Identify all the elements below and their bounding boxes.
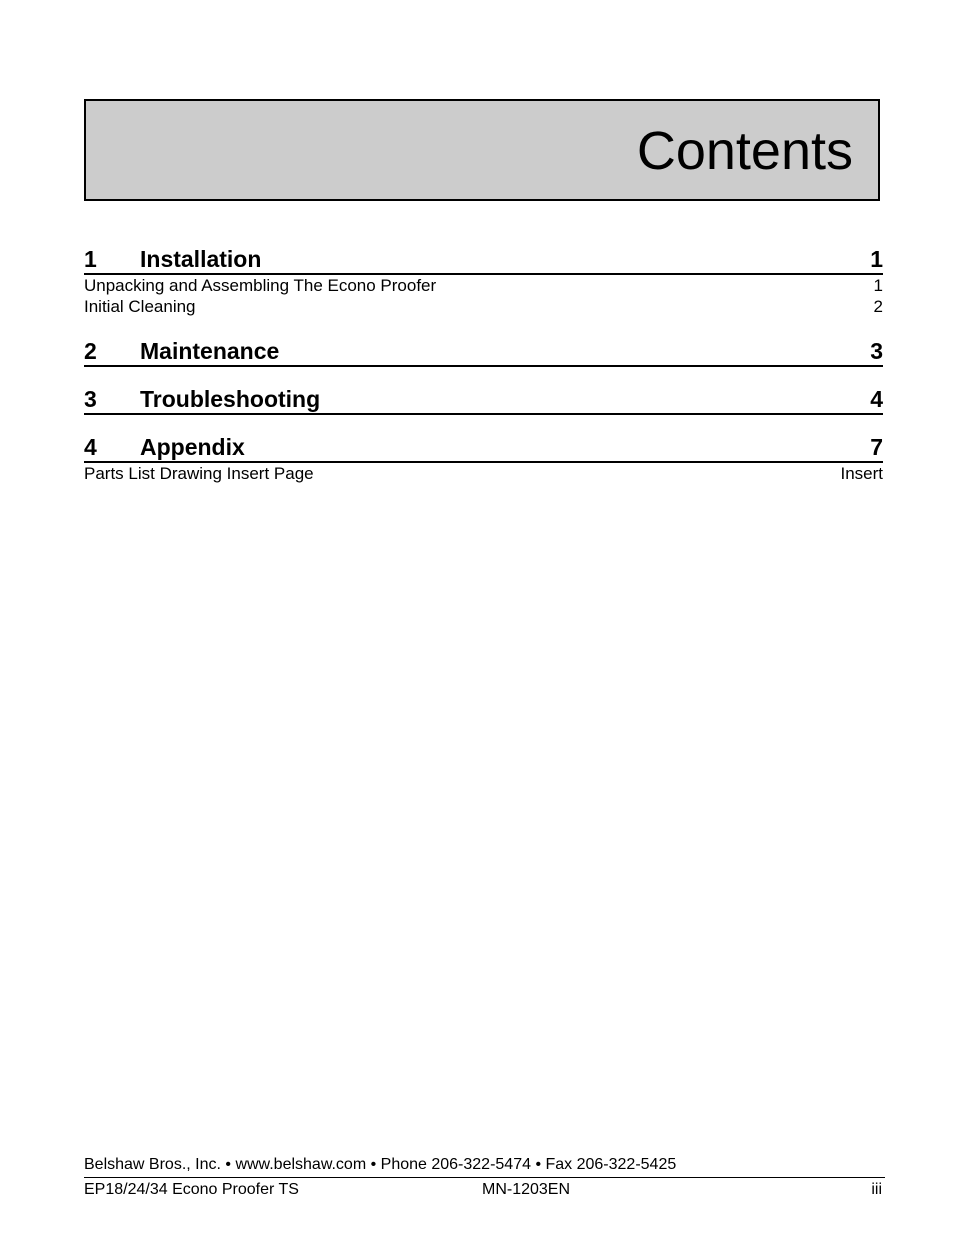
footer-doc-number: MN-1203EN: [482, 1181, 571, 1198]
footer-contact-line: Belshaw Bros., Inc. • www.belshaw.com • Phone 206-322-5474 • Fax 206-322-5425: [84, 1154, 885, 1178]
page-footer: [84, 1154, 885, 1202]
toc-entry-parts-list[interactable]: [84, 463, 883, 484]
entry-text: Unpacking and Assembling The Econo Proofer: [84, 276, 437, 295]
footer-page-number: iii: [871, 1181, 882, 1198]
section-title: Installation: [140, 246, 262, 272]
section-number: 1: [84, 246, 97, 272]
page-title: Contents: [636, 121, 853, 181]
toc-section-troubleshooting: [84, 386, 883, 415]
section-title: Troubleshooting: [140, 386, 321, 412]
entry-text: Parts List Drawing Insert Page: [84, 464, 314, 483]
toc-section-appendix: [84, 434, 883, 484]
toc-section-heading[interactable]: [84, 246, 883, 275]
entry-page: 1: [873, 276, 883, 295]
contents-header-box: [84, 99, 880, 201]
toc-section-heading[interactable]: [84, 338, 883, 367]
footer-model: EP18/24/34 Econo Proofer TS: [84, 1181, 299, 1198]
entry-page: 2: [873, 297, 883, 316]
table-of-contents: [84, 246, 883, 484]
toc-entry-unpacking[interactable]: [84, 275, 883, 296]
entry-page: Insert: [840, 464, 883, 483]
section-page: 7: [870, 434, 883, 460]
toc-section-maintenance: [84, 338, 883, 367]
section-number: 4: [84, 434, 97, 460]
section-title: Appendix: [140, 434, 245, 460]
section-page: 4: [870, 386, 883, 412]
section-page: 3: [870, 338, 883, 364]
toc-section-heading[interactable]: [84, 434, 883, 463]
section-page: 1: [870, 246, 883, 272]
toc-section-installation: [84, 246, 883, 317]
section-number: 2: [84, 338, 97, 364]
section-number: 3: [84, 386, 97, 412]
footer-info-row: [84, 1178, 885, 1202]
section-title: Maintenance: [140, 338, 280, 364]
toc-entry-initial-cleaning[interactable]: [84, 296, 883, 317]
toc-section-heading[interactable]: [84, 386, 883, 415]
entry-text: Initial Cleaning: [84, 297, 196, 316]
